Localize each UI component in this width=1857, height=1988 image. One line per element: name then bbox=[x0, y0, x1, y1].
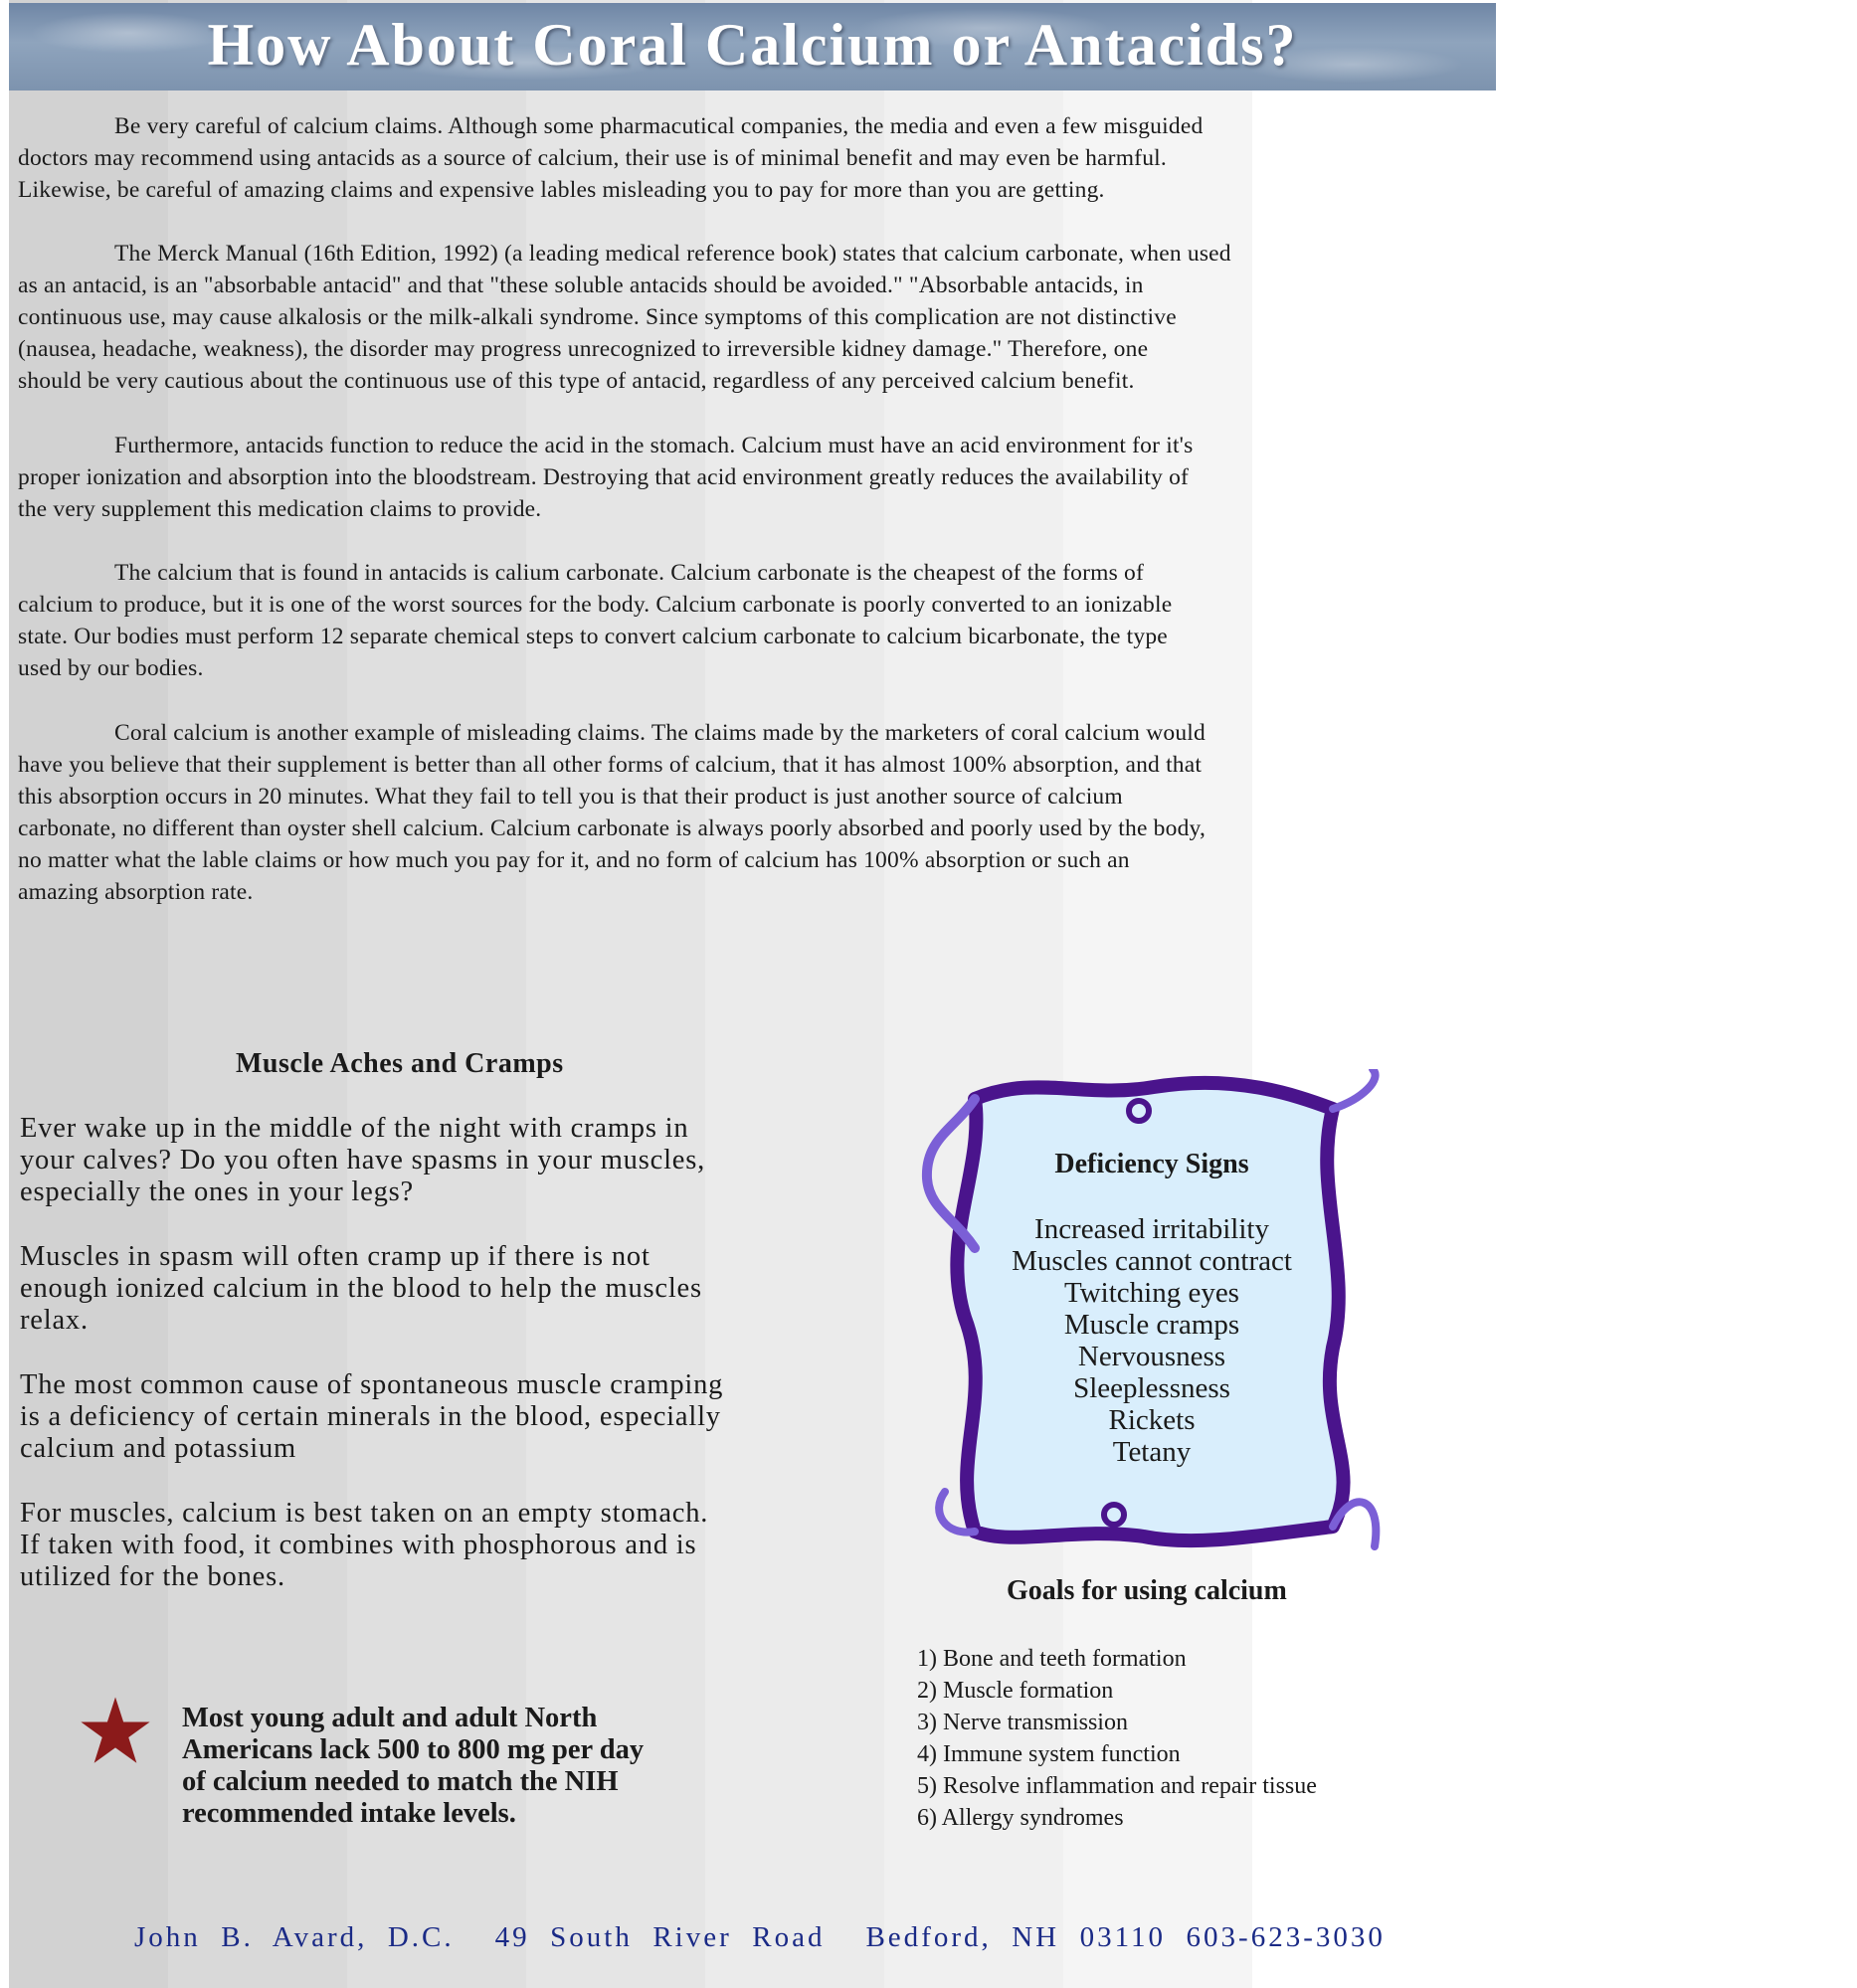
page-title: How About Coral Calcium or Antacids? bbox=[207, 12, 1298, 78]
deficiency-item: Increased irritability bbox=[1034, 1213, 1269, 1245]
contact-footer: John B. Avard, D.C. 49 South River Road Bedford, NH 03110 603-623-3030 bbox=[134, 1921, 1386, 1953]
deficiency-item: Tetany bbox=[1112, 1436, 1192, 1468]
goals-list bbox=[917, 1643, 1317, 1834]
article-paragraph-4: The calcium that is found in antacids is calium carbonate. Calcium carbonate is the cheapest of the forms of calcium to produce, but it is one of the worst sources for the body. Calcium carbonate is poorly converted to an ionizable state. Our bodies must perform 12 separate chemical steps to convert calcium carbonate to calcium bicarbonate, the type used by our bodies. bbox=[18, 560, 1173, 681]
muscle-paragraph-3: The most common cause of spontaneous muscle cramping is a deficiency of certain minerals in the blood, especially calcium and potassium bbox=[20, 1369, 724, 1464]
goal-item: 5) Resolve inflammation and repair tissue bbox=[917, 1773, 1317, 1799]
article-paragraph-1: Be very careful of calcium claims. Although some pharmacutical companies, the media and even a few misguided doctors may recommend using antacids as a source of calcium, their use is of minimal benefit and may even be harmful. Likewise, be careful of amazing claims and expensive lables misleading you to pay for more than you are getting. bbox=[18, 113, 1204, 203]
goal-item: 3) Nerve transmission bbox=[917, 1710, 1128, 1735]
muscle-paragraph-4: For muscles, calcium is best taken on an empty stomach. If taken with food, it combines with phosphorous and is utilized for the bones. bbox=[20, 1498, 709, 1592]
deficiency-item: Twitching eyes bbox=[1064, 1277, 1239, 1309]
muscle-paragraph-1: Ever wake up in the middle of the night with cramps in your calves? Do you often have spasms in your muscles, especially the ones in your legs? bbox=[20, 1113, 706, 1207]
goal-item: 2) Muscle formation bbox=[917, 1678, 1114, 1704]
goal-item: 6) Allergy syndromes bbox=[917, 1805, 1124, 1831]
article-paragraph-5: Coral calcium is another example of misleading claims. The claims made by the marketers of coral calcium would have you believe that their supplement is better than all other forms of calcium, that it has almost 100% absorption, and that this absorption occurs in 20 minutes. What they fail to tell you is that their product is just another source of calcium carbonate, no different than oyster shell calcium. Calcium carbonate is always poorly absorbed and poorly used by the body, no matter what the lable claims or how much you pay for it, and no form of calcium has 100% absorption or such an amazing absorption rate. bbox=[18, 720, 1207, 905]
deficiency-item: Muscles cannot contract bbox=[1012, 1245, 1292, 1277]
goal-item: 4) Immune system function bbox=[917, 1741, 1181, 1767]
calcium-callout: Most young adult and adult North Americans lack 500 to 800 mg per day of calcium needed to match the NIH recommended intake levels. bbox=[182, 1703, 645, 1829]
deficiency-heading: Deficiency Signs bbox=[1054, 1149, 1249, 1179]
deficiency-item: Muscle cramps bbox=[1063, 1309, 1240, 1341]
title-banner bbox=[9, 3, 1496, 90]
star-icon bbox=[78, 1696, 153, 1765]
muscle-paragraph-2: Muscles in spasm will often cramp up if there is not enough ionized calcium in the blood to help the muscles relax. bbox=[20, 1241, 702, 1336]
deficiency-item: Sleeplessness bbox=[1073, 1372, 1230, 1404]
muscle-section-heading: Muscle Aches and Cramps bbox=[236, 1048, 564, 1079]
deficiency-item: Rickets bbox=[1108, 1404, 1196, 1436]
deficiency-item: Nervousness bbox=[1077, 1341, 1226, 1372]
goal-item: 1) Bone and teeth formation bbox=[917, 1646, 1187, 1672]
deficiency-list bbox=[953, 1213, 1351, 1468]
article-paragraph-3: Furthermore, antacids function to reduce the acid in the stomach. Calcium must have an acid environment for it's proper ionization and absorption into the bloodstream. Destroying that acid environment greatly reduces the availability of the very supplement this medication claims to provide. bbox=[18, 433, 1194, 522]
article-paragraph-2: The Merck Manual (16th Edition, 1992) (a leading medical reference book) states that calcium carbonate, when used as an antacid, is an "absorbable antacid" and that "these soluble antacids should be avoided." "Absorbable antacids, in continuous use, may cause alkalosis or the milk-alkali syndrome. Since symptoms of this complication are not distinctive (nausea, headache, weakness), the disorder may progress unrecognized to irreversible kidney damage." Therefore, one should be very cautious about the continuous use of this type of antacid, regardless of any perceived calcium benefit. bbox=[18, 241, 1231, 394]
goals-heading: Goals for using calcium bbox=[1007, 1575, 1287, 1606]
